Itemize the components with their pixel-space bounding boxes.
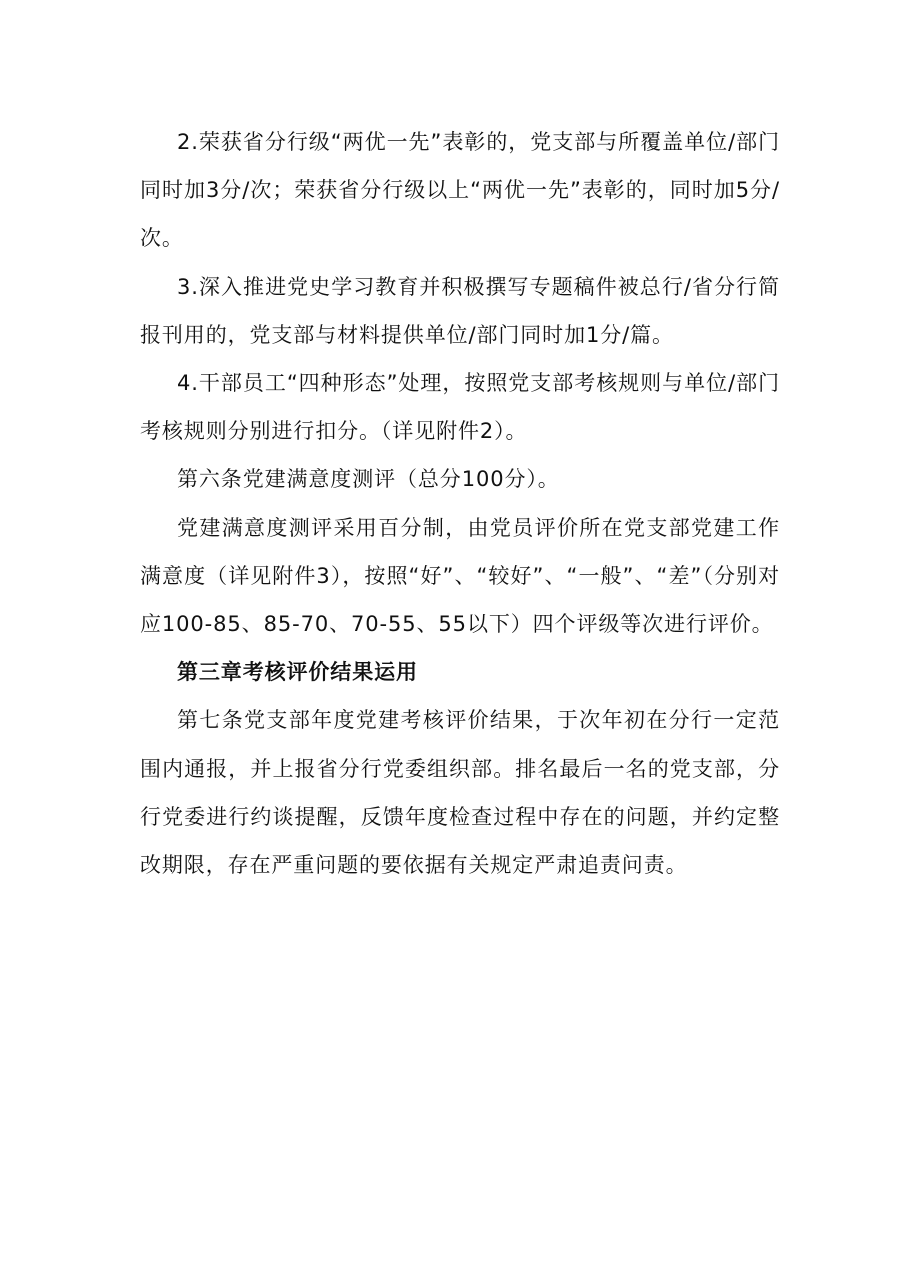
chapter-3-heading: 第三章考核评价结果运用 [177, 660, 418, 685]
article-7-paragraph: 第七条党支部年度党建考核评价结果，于次年初在分行一定范围内通报，并上报省分行党委组织部。排名最后一名的党支部，分行党委进行约谈提醒，反馈年度检查过程中存在的问题，并约定整改期限，存在严重问题的要依据有关规定严肃追责问责。 [140, 708, 780, 878]
paragraph-four-forms-deduction: 4.干部员工“四种形态”处理，按照党支部考核规则与单位/部门考核规则分别进行扣分。（详见附件2）。 [140, 371, 780, 444]
paragraph-award-bonus: 2.荣获省分行级“两优一先”表彰的，党支部与所覆盖单位/部门同时加3分/次；荣获省分行级以上“两优一先”表彰的，同时加5分/次。 [140, 130, 780, 251]
document-body [140, 118, 780, 889]
paragraph-satisfaction-survey: 党建满意度测评采用百分制，由党员评价所在党支部党建工作满意度（详见附件3），按照“好”、“较好”、“一般”、“差”（分别对应100-85、85-70、70-55、55以下）四个评级等次进行评价。 [140, 515, 780, 637]
article-6-title: 第六条党建满意度测评（总分100分）。 [177, 467, 560, 492]
paragraph-party-history-bonus: 3.深入推进党史学习教育并积极撰写专题稿件被总行/省分行简报刊用的，党支部与材料提供单位/部门同时加1分/篇。 [140, 274, 780, 347]
